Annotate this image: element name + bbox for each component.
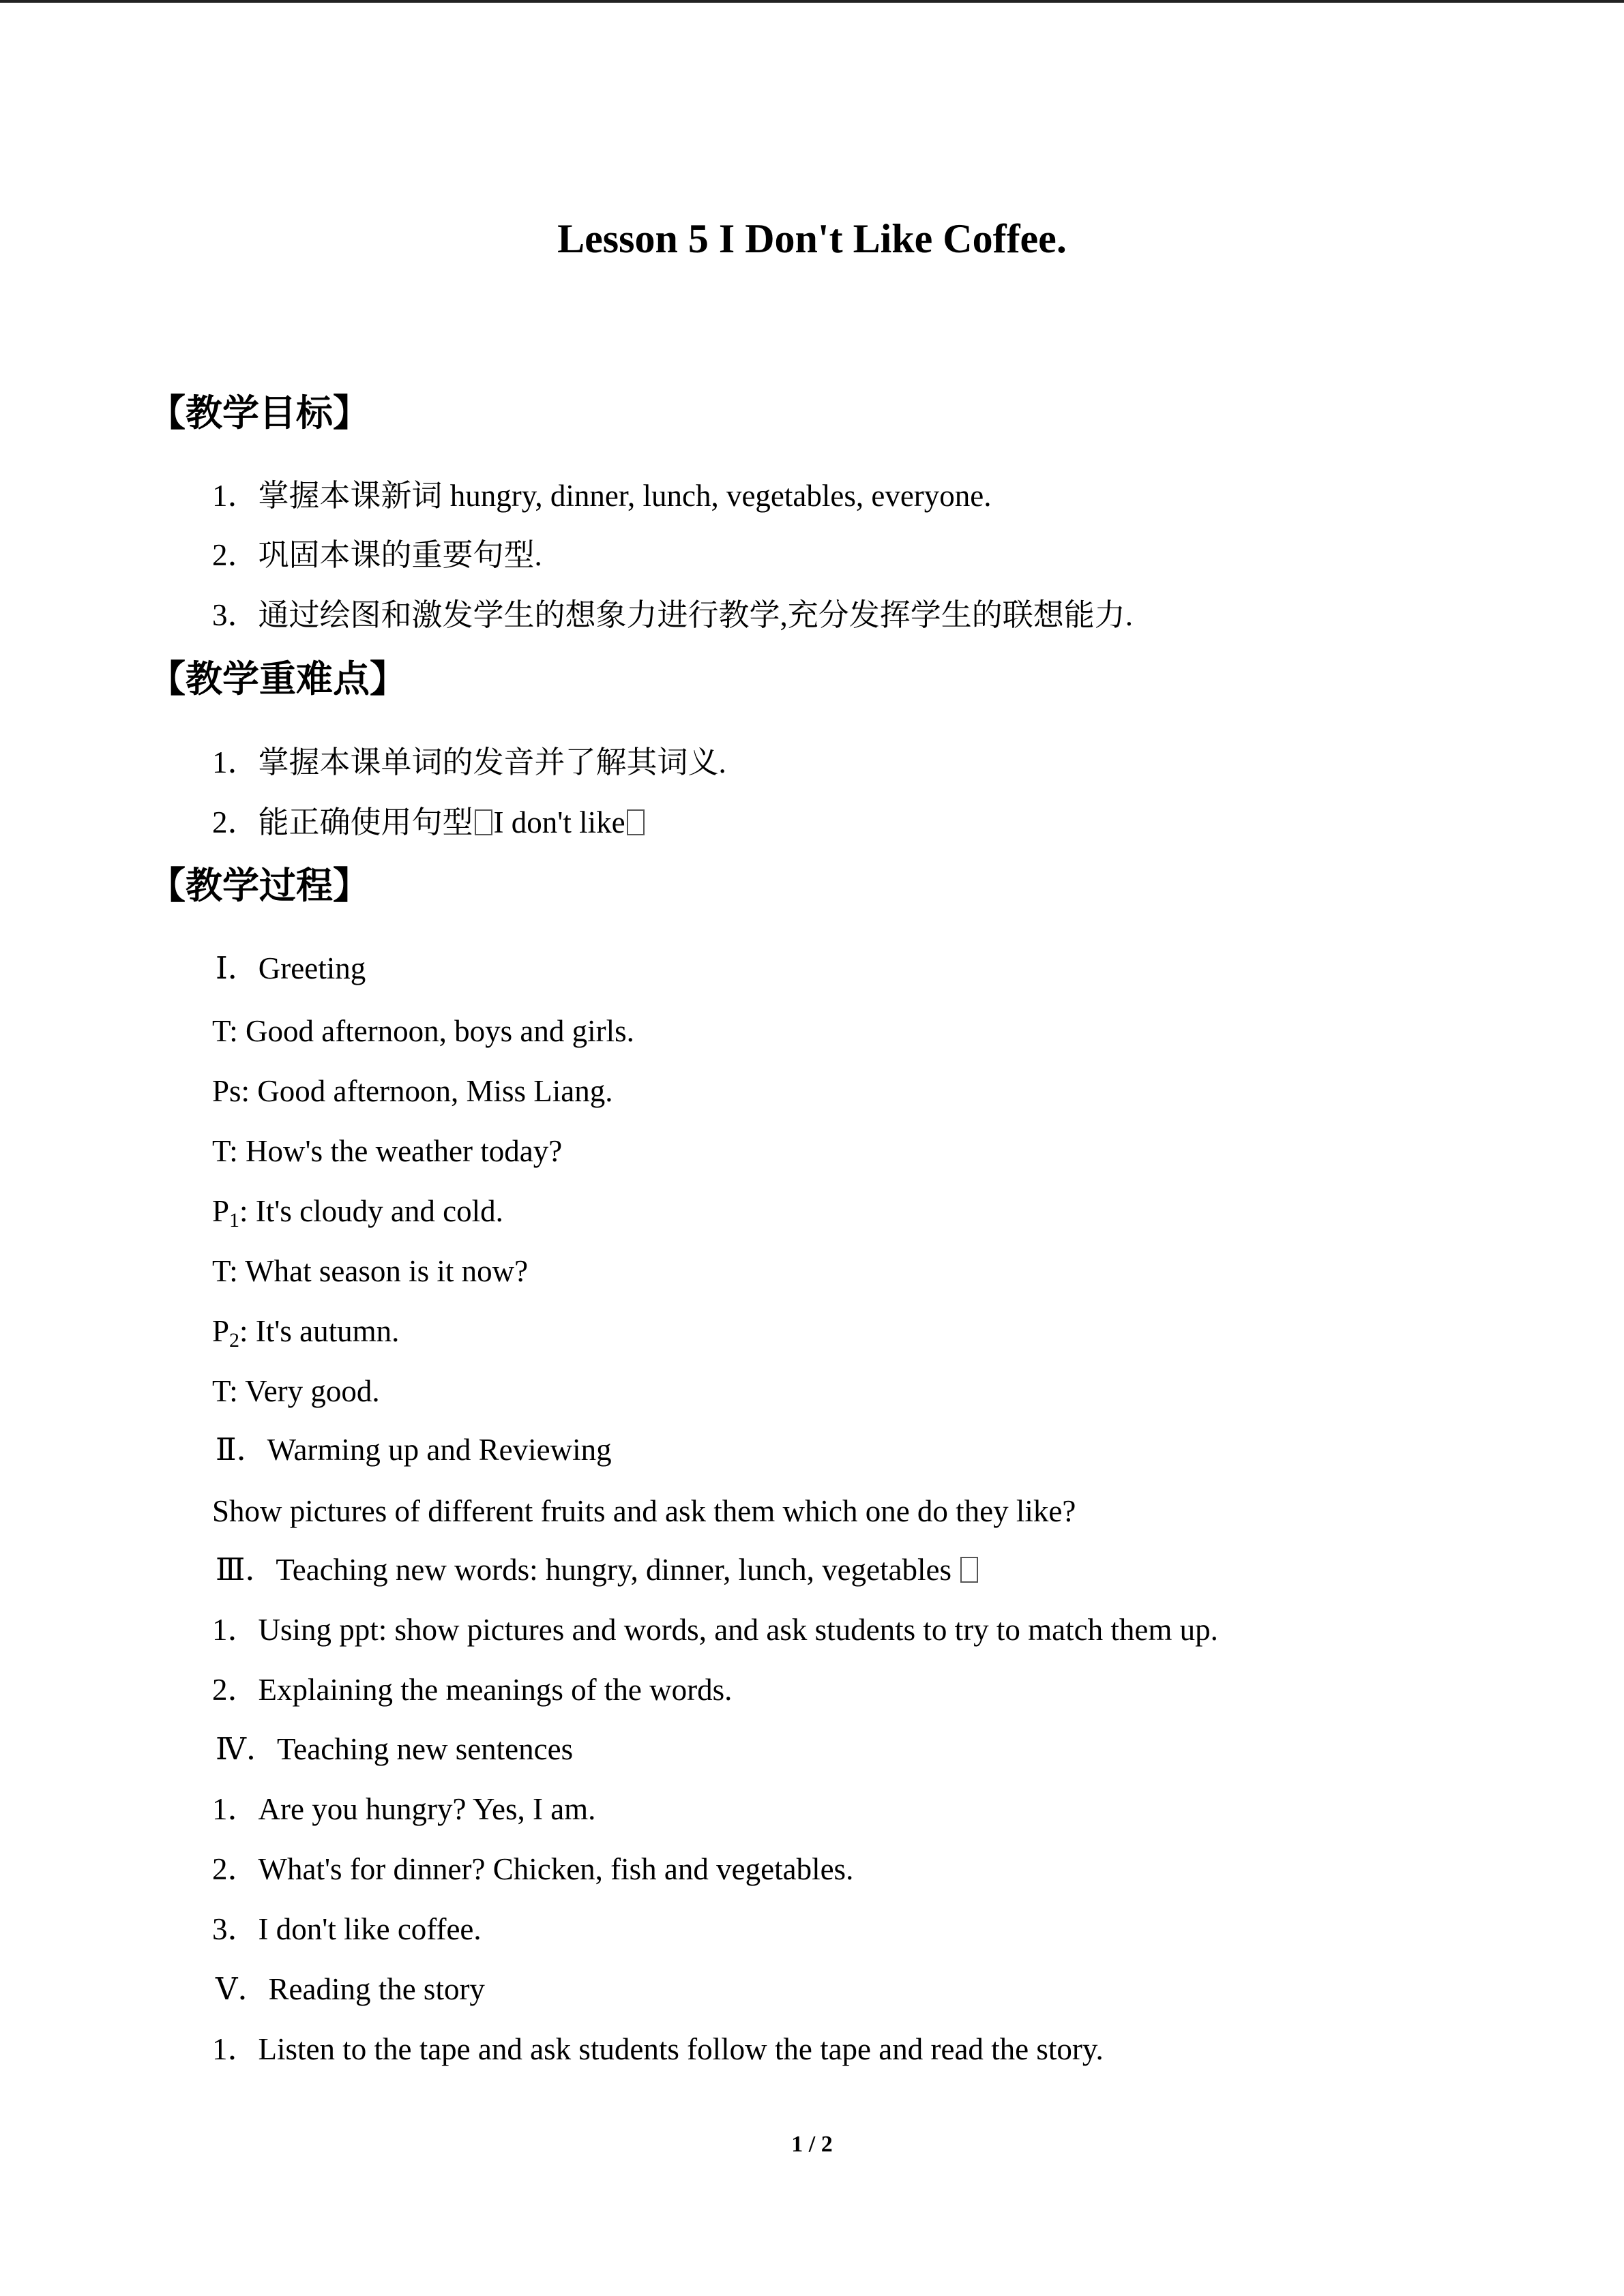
part3-title — [216, 1549, 979, 1590]
part4-item-2: 2．What's for dinner? Chicken, fish and vegetables. — [212, 1852, 854, 1886]
key-point-item-2-text: 2．能正确使用句型 — [212, 805, 473, 839]
dialogue-text: : It's cloudy and cold. — [239, 1194, 503, 1228]
objective-item-3: 3．通过绘图和激发学生的想象力进行教学,充分发挥学生的联想能力. — [212, 598, 1134, 632]
part4-item-1: 1．Are you hungry? Yes, I am. — [212, 1792, 596, 1826]
part5-item-1: 1．Listen to the tape and ask students follow the tape and read the story. — [212, 2032, 1104, 2066]
speaker-p: P — [212, 1314, 230, 1348]
objective-item-2: 2．巩固本课的重要句型. — [212, 538, 542, 572]
missing-glyph-box — [475, 809, 492, 835]
part3-item-2: 2．Explaining the meanings of the words. — [212, 1673, 733, 1707]
key-point-item-2-pattern: I don't like — [493, 805, 625, 839]
dialogue-line-1: T: Good afternoon, boys and girls. — [212, 1014, 634, 1048]
part5-title: Ⅴ．Reading the story — [216, 1972, 485, 2006]
speaker-p: P — [212, 1194, 230, 1228]
missing-glyph-box — [627, 809, 645, 835]
dialogue-line-7: T: Very good. — [212, 1374, 380, 1408]
dialogue-line-4 — [212, 1191, 503, 1241]
missing-glyph-box — [960, 1557, 978, 1583]
key-point-item-2 — [212, 802, 646, 843]
part4-title: Ⅳ．Teaching new sentences — [216, 1732, 574, 1766]
part1-title: Ⅰ．Greeting — [216, 951, 366, 985]
page-top-border — [0, 0, 1624, 3]
part2-text: Show pictures of different fruits and ask them which one do they like? — [212, 1494, 1076, 1528]
part2-title: Ⅱ．Warming up and Reviewing — [216, 1433, 612, 1467]
dialogue-text: : It's autumn. — [239, 1314, 400, 1348]
dialogue-line-5: T: What season is it now? — [212, 1254, 529, 1288]
document-title: Lesson 5 I Don't Like Coffee. — [557, 216, 1067, 261]
dialogue-line-2: Ps: Good afternoon, Miss Liang. — [212, 1074, 613, 1108]
speaker-subscript: 2 — [229, 1329, 240, 1352]
speaker-subscript: 1 — [229, 1209, 240, 1232]
objective-item-1: 1．掌握本课新词 hungry, dinner, lunch, vegetables, everyone. — [212, 479, 992, 513]
heading-objectives: 【教学目标】 — [149, 391, 370, 434]
part3-title-text: Ⅲ．Teaching new words: hungry, dinner, lunch, vegetables — [216, 1553, 951, 1587]
heading-key-points: 【教学重难点】 — [149, 657, 407, 700]
part4-item-3: 3．I don't like coffee. — [212, 1912, 482, 1946]
part3-item-1: 1．Using ppt: show pictures and words, and ask students to try to match them up. — [212, 1613, 1218, 1647]
dialogue-line-6 — [212, 1311, 399, 1361]
heading-process: 【教学过程】 — [149, 864, 370, 907]
key-point-item-1: 1．掌握本课单词的发音并了解其词义. — [212, 745, 726, 779]
dialogue-line-3: T: How's the weather today? — [212, 1134, 563, 1168]
page-number: 1 / 2 — [791, 2132, 833, 2157]
